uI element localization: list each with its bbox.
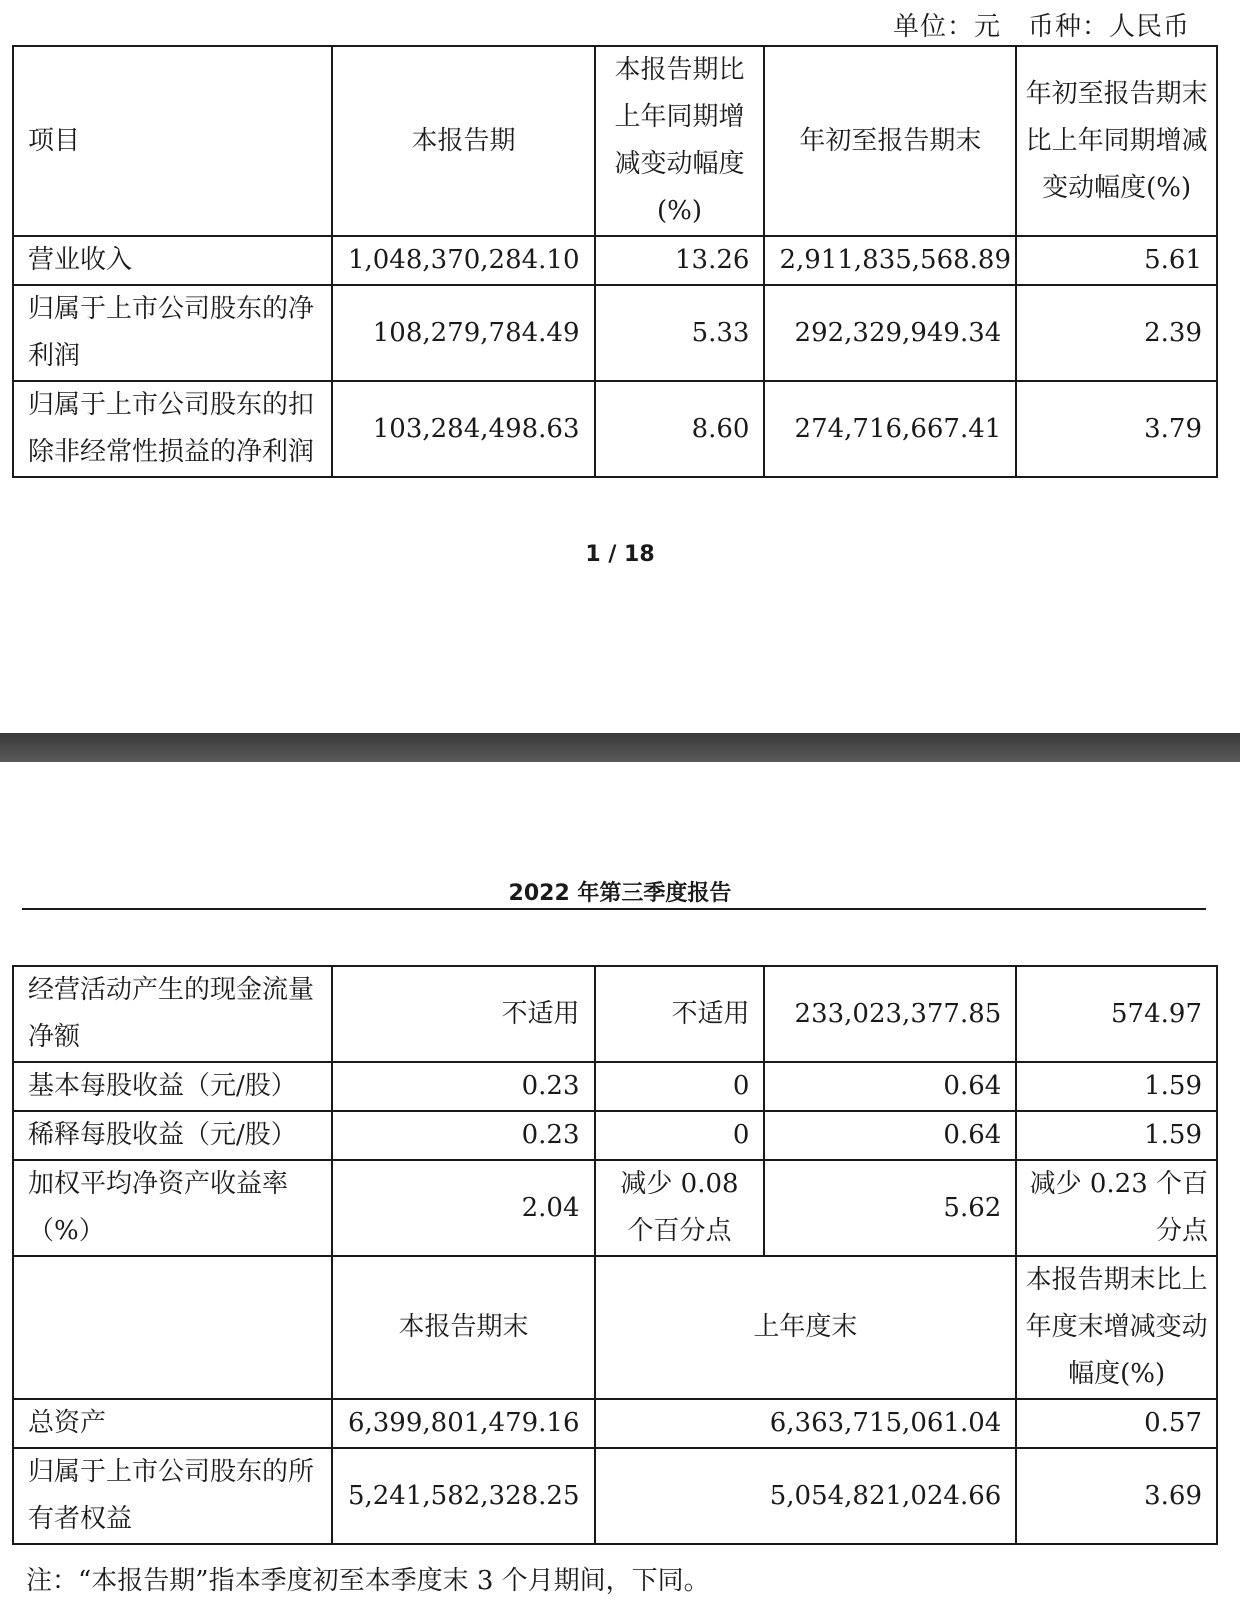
table-row — [13, 381, 1217, 477]
header-balance-change: 本报告期末比上年度末增减变动幅度(%) — [1016, 1256, 1217, 1399]
page-number: 1 / 18 — [585, 542, 655, 567]
row-ytd: 2,911,835,568.89 — [764, 236, 1016, 285]
table-row — [13, 236, 1217, 285]
row-period-end: 6,399,801,479.16 — [332, 1399, 594, 1448]
row-current: 不适用 — [332, 966, 594, 1062]
row-label: 归属于上市公司股东的扣除非经常性损益的净利润 — [13, 381, 332, 477]
key-financials-table — [12, 45, 1218, 478]
header-current-period: 本报告期 — [332, 46, 594, 236]
row-prior-year-end: 6,363,715,061.04 — [595, 1399, 1017, 1448]
row-ytd: 274,716,667.41 — [764, 381, 1016, 477]
row-ytd: 233,023,377.85 — [764, 966, 1016, 1062]
row-change: 0.57 — [1016, 1399, 1217, 1448]
table-row — [13, 1448, 1217, 1544]
row-label: 归属于上市公司股东的所有者权益 — [13, 1448, 332, 1544]
row-label: 基本每股收益（元/股） — [13, 1062, 332, 1111]
row-ytd: 0.64 — [764, 1062, 1016, 1111]
row-label: 总资产 — [13, 1399, 332, 1448]
page-break-bar — [0, 733, 1240, 762]
row-current-change: 0 — [595, 1062, 765, 1111]
row-prior-year-end: 5,054,821,024.66 — [595, 1448, 1017, 1544]
table-row — [13, 1160, 1217, 1256]
row-ytd-change: 3.79 — [1016, 381, 1217, 477]
row-current: 108,279,784.49 — [332, 285, 594, 381]
row-current-change: 不适用 — [595, 966, 765, 1062]
header-rule — [22, 908, 1206, 910]
row-ytd-change: 5.61 — [1016, 236, 1217, 285]
row-label: 稀释每股收益（元/股） — [13, 1111, 332, 1160]
table-row — [13, 1399, 1217, 1448]
row-current: 2.04 — [332, 1160, 594, 1256]
row-current: 0.23 — [332, 1111, 594, 1160]
footnote: 注：“本报告期”指本季度初至本季度末 3 个月期间，下同。 — [26, 1566, 710, 1596]
row-ytd: 0.64 — [764, 1111, 1016, 1160]
header-current-change: 本报告期比上年同期增减变动幅度(%) — [595, 46, 765, 236]
row-label: 营业收入 — [13, 236, 332, 285]
row-change: 3.69 — [1016, 1448, 1217, 1544]
row-current-change: 减少 0.08 个百分点 — [595, 1160, 765, 1256]
row-label: 加权平均净资产收益率（%） — [13, 1160, 332, 1256]
header-period-end: 本报告期末 — [332, 1256, 594, 1399]
header-item: 项目 — [13, 46, 332, 236]
row-label: 经营活动产生的现金流量净额 — [13, 966, 332, 1062]
header-ytd: 年初至报告期末 — [764, 46, 1016, 236]
table-row — [13, 1062, 1217, 1111]
table-row — [13, 285, 1217, 381]
row-ytd-change: 1.59 — [1016, 1062, 1217, 1111]
table-row — [13, 966, 1217, 1062]
row-current-change: 0 — [595, 1111, 765, 1160]
row-current: 0.23 — [332, 1062, 594, 1111]
row-ytd-change: 减少 0.23 个百分点 — [1016, 1160, 1217, 1256]
row-ytd: 292,329,949.34 — [764, 285, 1016, 381]
row-current-change: 13.26 — [595, 236, 765, 285]
header-blank — [13, 1256, 332, 1399]
report-header-title: 2022 年第三季度报告 — [508, 881, 732, 906]
unit-currency-note: 单位：元 币种：人民币 — [892, 12, 1190, 42]
key-financials-table-continued — [12, 965, 1218, 1545]
header-ytd-change: 年初至报告期末比上年同期增减变动幅度(%) — [1016, 46, 1217, 236]
row-ytd-change: 2.39 — [1016, 285, 1217, 381]
table-header-row — [13, 46, 1217, 236]
row-current-change: 5.33 — [595, 285, 765, 381]
row-ytd: 5.62 — [764, 1160, 1016, 1256]
row-ytd-change: 1.59 — [1016, 1111, 1217, 1160]
row-current: 103,284,498.63 — [332, 381, 594, 477]
row-ytd-change: 574.97 — [1016, 966, 1217, 1062]
row-label: 归属于上市公司股东的净利润 — [13, 285, 332, 381]
row-current-change: 8.60 — [595, 381, 765, 477]
balance-header-row — [13, 1256, 1217, 1399]
header-prior-year-end: 上年度末 — [595, 1256, 1017, 1399]
row-period-end: 5,241,582,328.25 — [332, 1448, 594, 1544]
row-current: 1,048,370,284.10 — [332, 236, 594, 285]
table-row — [13, 1111, 1217, 1160]
